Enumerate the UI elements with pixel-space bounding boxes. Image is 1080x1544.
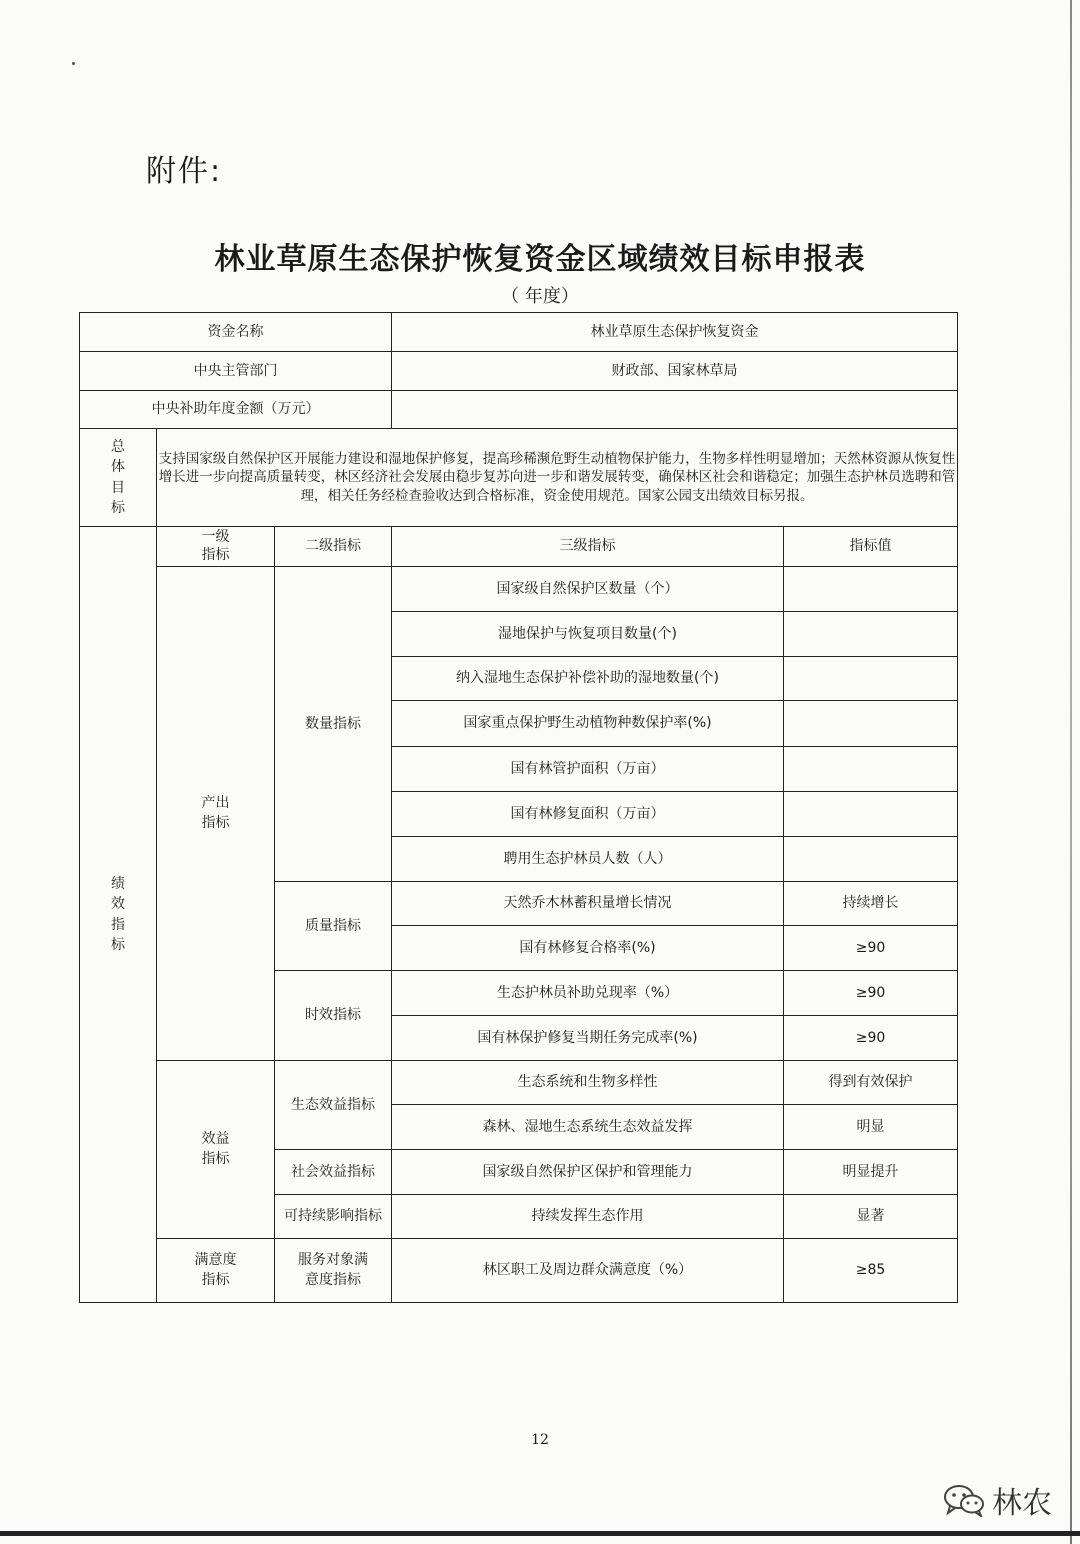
perf-cell [80,527,157,1303]
overall-goal-row [80,429,958,527]
eco-subgroup: 生态效益指标 [275,1061,392,1150]
header-value: 指标值 [784,527,958,567]
row-name: 生态系统和生物多样性 [392,1061,784,1105]
row-value: 明显提升 [784,1150,958,1195]
overall-goal-text: 支持国家级自然保护区开展能力建设和湿地保护修复，提高珍稀濒危野生动植物保护能力，生物多样性明显增加；天然林资源从恢复性增长进一步向提高质量转变，林区经济社会发展由稳步复苏向进一步和谐发展转变，确保林区社会和谐稳定；加强生态护林员选聘和管理，相关任务经检查验收达到合格标准，资金使用规范。国家公园支出绩效目标另报。 [157,429,958,527]
amount-row [80,391,958,429]
quality-subgroup: 质量指标 [275,882,392,971]
benefit-group-label: 效益指标 [201,1130,230,1167]
row-name: 国有林修复面积（万亩） [392,792,784,837]
row-value [784,747,958,792]
table-row [80,567,958,612]
scan-edge-bottom [0,1531,1080,1536]
header-level1 [157,527,275,567]
header-level2: 二级指标 [275,527,392,567]
service-subgroup-label: 服务对象满意度指标 [298,1251,368,1288]
row-value: 显著 [784,1195,958,1239]
header-level3: 三级指标 [392,527,784,567]
fund-name-row [80,313,958,352]
row-value: 明显 [784,1105,958,1150]
output-group [157,567,275,1061]
watermark-text: 林农 [992,1486,1052,1521]
row-name: 国家重点保护野生动植物种数保护率(%) [392,701,784,747]
row-value [784,837,958,882]
dept-row [80,352,958,391]
overall-goal-label: 总体目标 [111,438,125,516]
row-name: 纳入湿地生态保护补偿补助的湿地数量(个) [392,657,784,701]
dept-value: 财政部、国家林草局 [392,352,958,391]
scan-edge-right [1070,0,1072,1544]
row-value: 得到有效保护 [784,1061,958,1105]
overall-goal-cell [80,429,157,527]
dept-label: 中央主管部门 [80,352,392,391]
row-value [784,792,958,837]
social-subgroup: 社会效益指标 [275,1150,392,1195]
table-row [80,1061,958,1105]
amount-value [392,391,958,429]
row-value [784,657,958,701]
row-value: ≥90 [784,1016,958,1061]
row-name: 国有林保护修复当期任务完成率(%) [392,1016,784,1061]
fund-name-label: 资金名称 [80,313,392,352]
benefit-group [157,1061,275,1239]
table-row [80,1239,958,1303]
row-value: ≥90 [784,926,958,971]
wechat-icon [942,1483,986,1517]
row-name: 生态护林员补助兑现率（%） [392,971,784,1016]
row-name: 林区职工及周边群众满意度（%） [392,1239,784,1303]
amount-label: 中央补助年度金额（万元） [80,391,392,429]
row-name: 聘用生态护林员人数（人） [392,837,784,882]
row-value: 持续增长 [784,882,958,926]
performance-table [79,312,958,1303]
header-level1-text: 一级指标 [201,528,230,564]
row-name: 天然乔木林蓄积量增长情况 [392,882,784,926]
scan-speck [72,62,75,65]
row-value: ≥90 [784,971,958,1016]
row-value [784,701,958,747]
row-name: 湿地保护与恢复项目数量(个) [392,612,784,657]
watermark [942,1478,1052,1522]
timeliness-subgroup: 时效指标 [275,971,392,1061]
satisfaction-group [157,1239,275,1303]
row-value: ≥85 [784,1239,958,1303]
row-name: 国家级自然保护区保护和管理能力 [392,1150,784,1195]
fund-name-value: 林业草原生态保护恢复资金 [392,313,958,352]
row-name: 国有林管护面积（万亩） [392,747,784,792]
header-row [80,527,958,567]
row-value [784,612,958,657]
row-name: 持续发挥生态作用 [392,1195,784,1239]
perf-label: 绩效指标 [111,875,125,953]
year-label: （ 年度） [501,286,579,307]
quantity-subgroup: 数量指标 [275,567,392,882]
row-name: 森林、湿地生态系统生态效益发挥 [392,1105,784,1150]
satisfaction-group-label: 满意度指标 [194,1251,237,1288]
row-name: 国家级自然保护区数量（个） [392,567,784,612]
row-value [784,567,958,612]
row-name: 国有林修复合格率(%) [392,926,784,971]
page-title: 林业草原生态保护恢复资金区域绩效目标申报表 [214,242,866,277]
output-group-label: 产出指标 [201,794,230,831]
attachment-label: 附件: [146,154,223,189]
page-number: 12 [531,1432,549,1448]
sustain-subgroup: 可持续影响指标 [275,1195,392,1239]
service-subgroup [275,1239,392,1303]
